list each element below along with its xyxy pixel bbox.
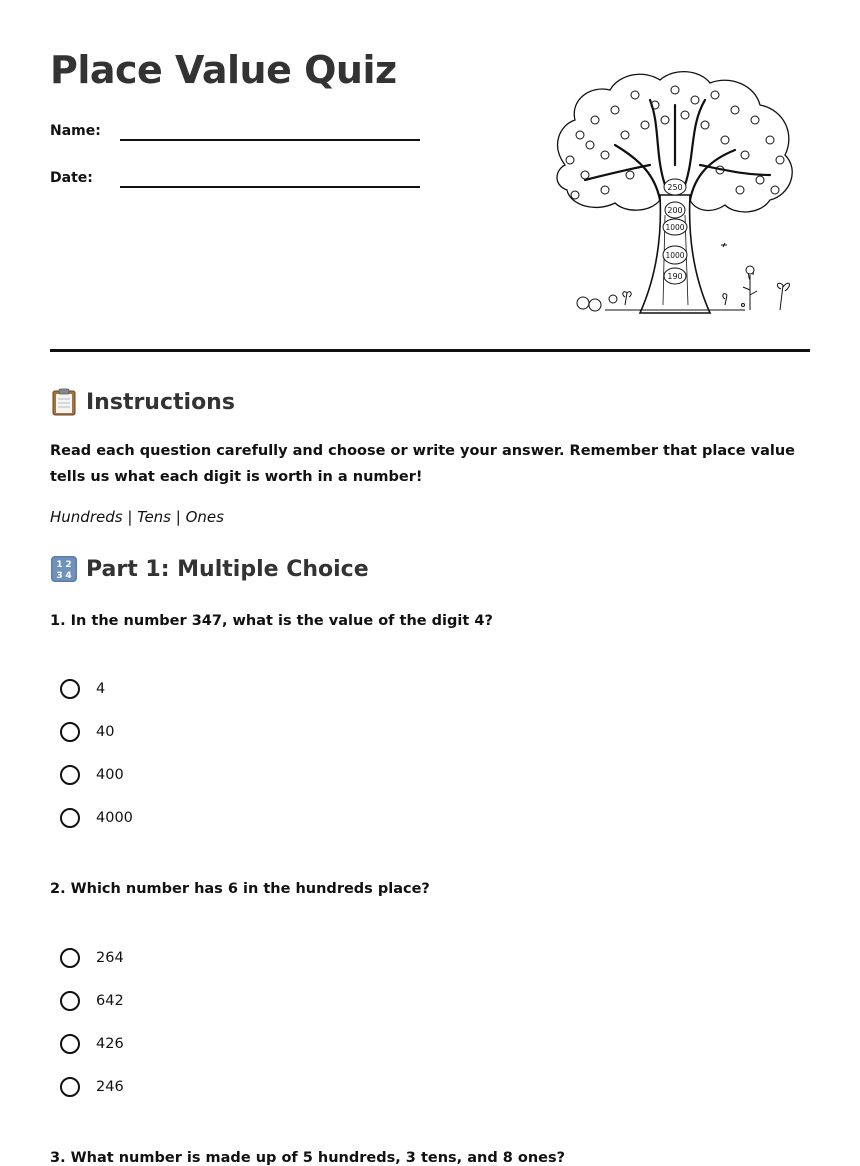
apple-tree-illustration [545, 65, 805, 320]
option-label: 426 [96, 1036, 124, 1052]
instructions-title: Instructions [86, 389, 235, 415]
option-label: 4 [96, 681, 106, 697]
radio-button[interactable] [60, 679, 80, 699]
header-divider [50, 349, 810, 352]
svg-text:1: 1 [56, 560, 63, 570]
name-label: Name: [50, 123, 101, 139]
option-label: 40 [96, 724, 115, 740]
q2-option-1[interactable] [60, 945, 124, 971]
name-field-row [50, 123, 430, 147]
page-title: Place Value Quiz [50, 48, 397, 92]
radio-button[interactable] [60, 1077, 80, 1097]
date-input[interactable] [120, 164, 420, 188]
svg-text:2: 2 [65, 560, 72, 570]
numbers-keycap-icon [50, 555, 78, 583]
option-label: 246 [96, 1079, 124, 1095]
radio-button[interactable] [60, 991, 80, 1011]
q2-option-4[interactable] [60, 1074, 124, 1100]
trunk-number: 1000 [665, 251, 685, 260]
trunk-number: 200 [667, 206, 683, 215]
option-label: 4000 [96, 810, 133, 826]
question-2: 2. Which number has 6 in the hundreds place? [50, 881, 430, 897]
part1-title: Part 1: Multiple Choice [86, 556, 369, 582]
trunk-number: 1000 [665, 223, 685, 232]
q1-option-4[interactable] [60, 805, 133, 831]
part1-heading [50, 555, 369, 583]
name-input[interactable] [120, 117, 420, 141]
date-field-row [50, 170, 430, 194]
radio-button[interactable] [60, 1034, 80, 1054]
svg-text:3: 3 [56, 571, 63, 581]
q2-option-3[interactable] [60, 1031, 124, 1057]
radio-button[interactable] [60, 722, 80, 742]
trunk-number: 250 [667, 183, 683, 192]
radio-button[interactable] [60, 808, 80, 828]
radio-button[interactable] [60, 765, 80, 785]
q1-option-2[interactable] [60, 719, 114, 745]
instructions-text: Read each question carefully and choose or write your answer. Remember that place value tells us what each digit is worth in a number! [50, 443, 796, 485]
date-label: Date: [50, 170, 93, 186]
instructions-heading [50, 388, 235, 416]
q1-option-1[interactable] [60, 676, 105, 702]
q1-option-3[interactable] [60, 762, 124, 788]
option-label: 400 [96, 767, 124, 783]
clipboard-icon [50, 388, 78, 416]
q2-option-2[interactable] [60, 988, 124, 1014]
question-3: 3. What number is made up of 5 hundreds, 3 tens, and 8 ones? [50, 1150, 566, 1166]
svg-text:4: 4 [65, 571, 72, 581]
option-label: 264 [96, 950, 124, 966]
option-label: 642 [96, 993, 124, 1009]
radio-button[interactable] [60, 948, 80, 968]
trunk-number: 190 [667, 272, 683, 281]
question-1: 1. In the number 347, what is the value of the digit 4? [50, 613, 493, 629]
place-value-hint: Hundreds | Tens | Ones [50, 508, 224, 526]
